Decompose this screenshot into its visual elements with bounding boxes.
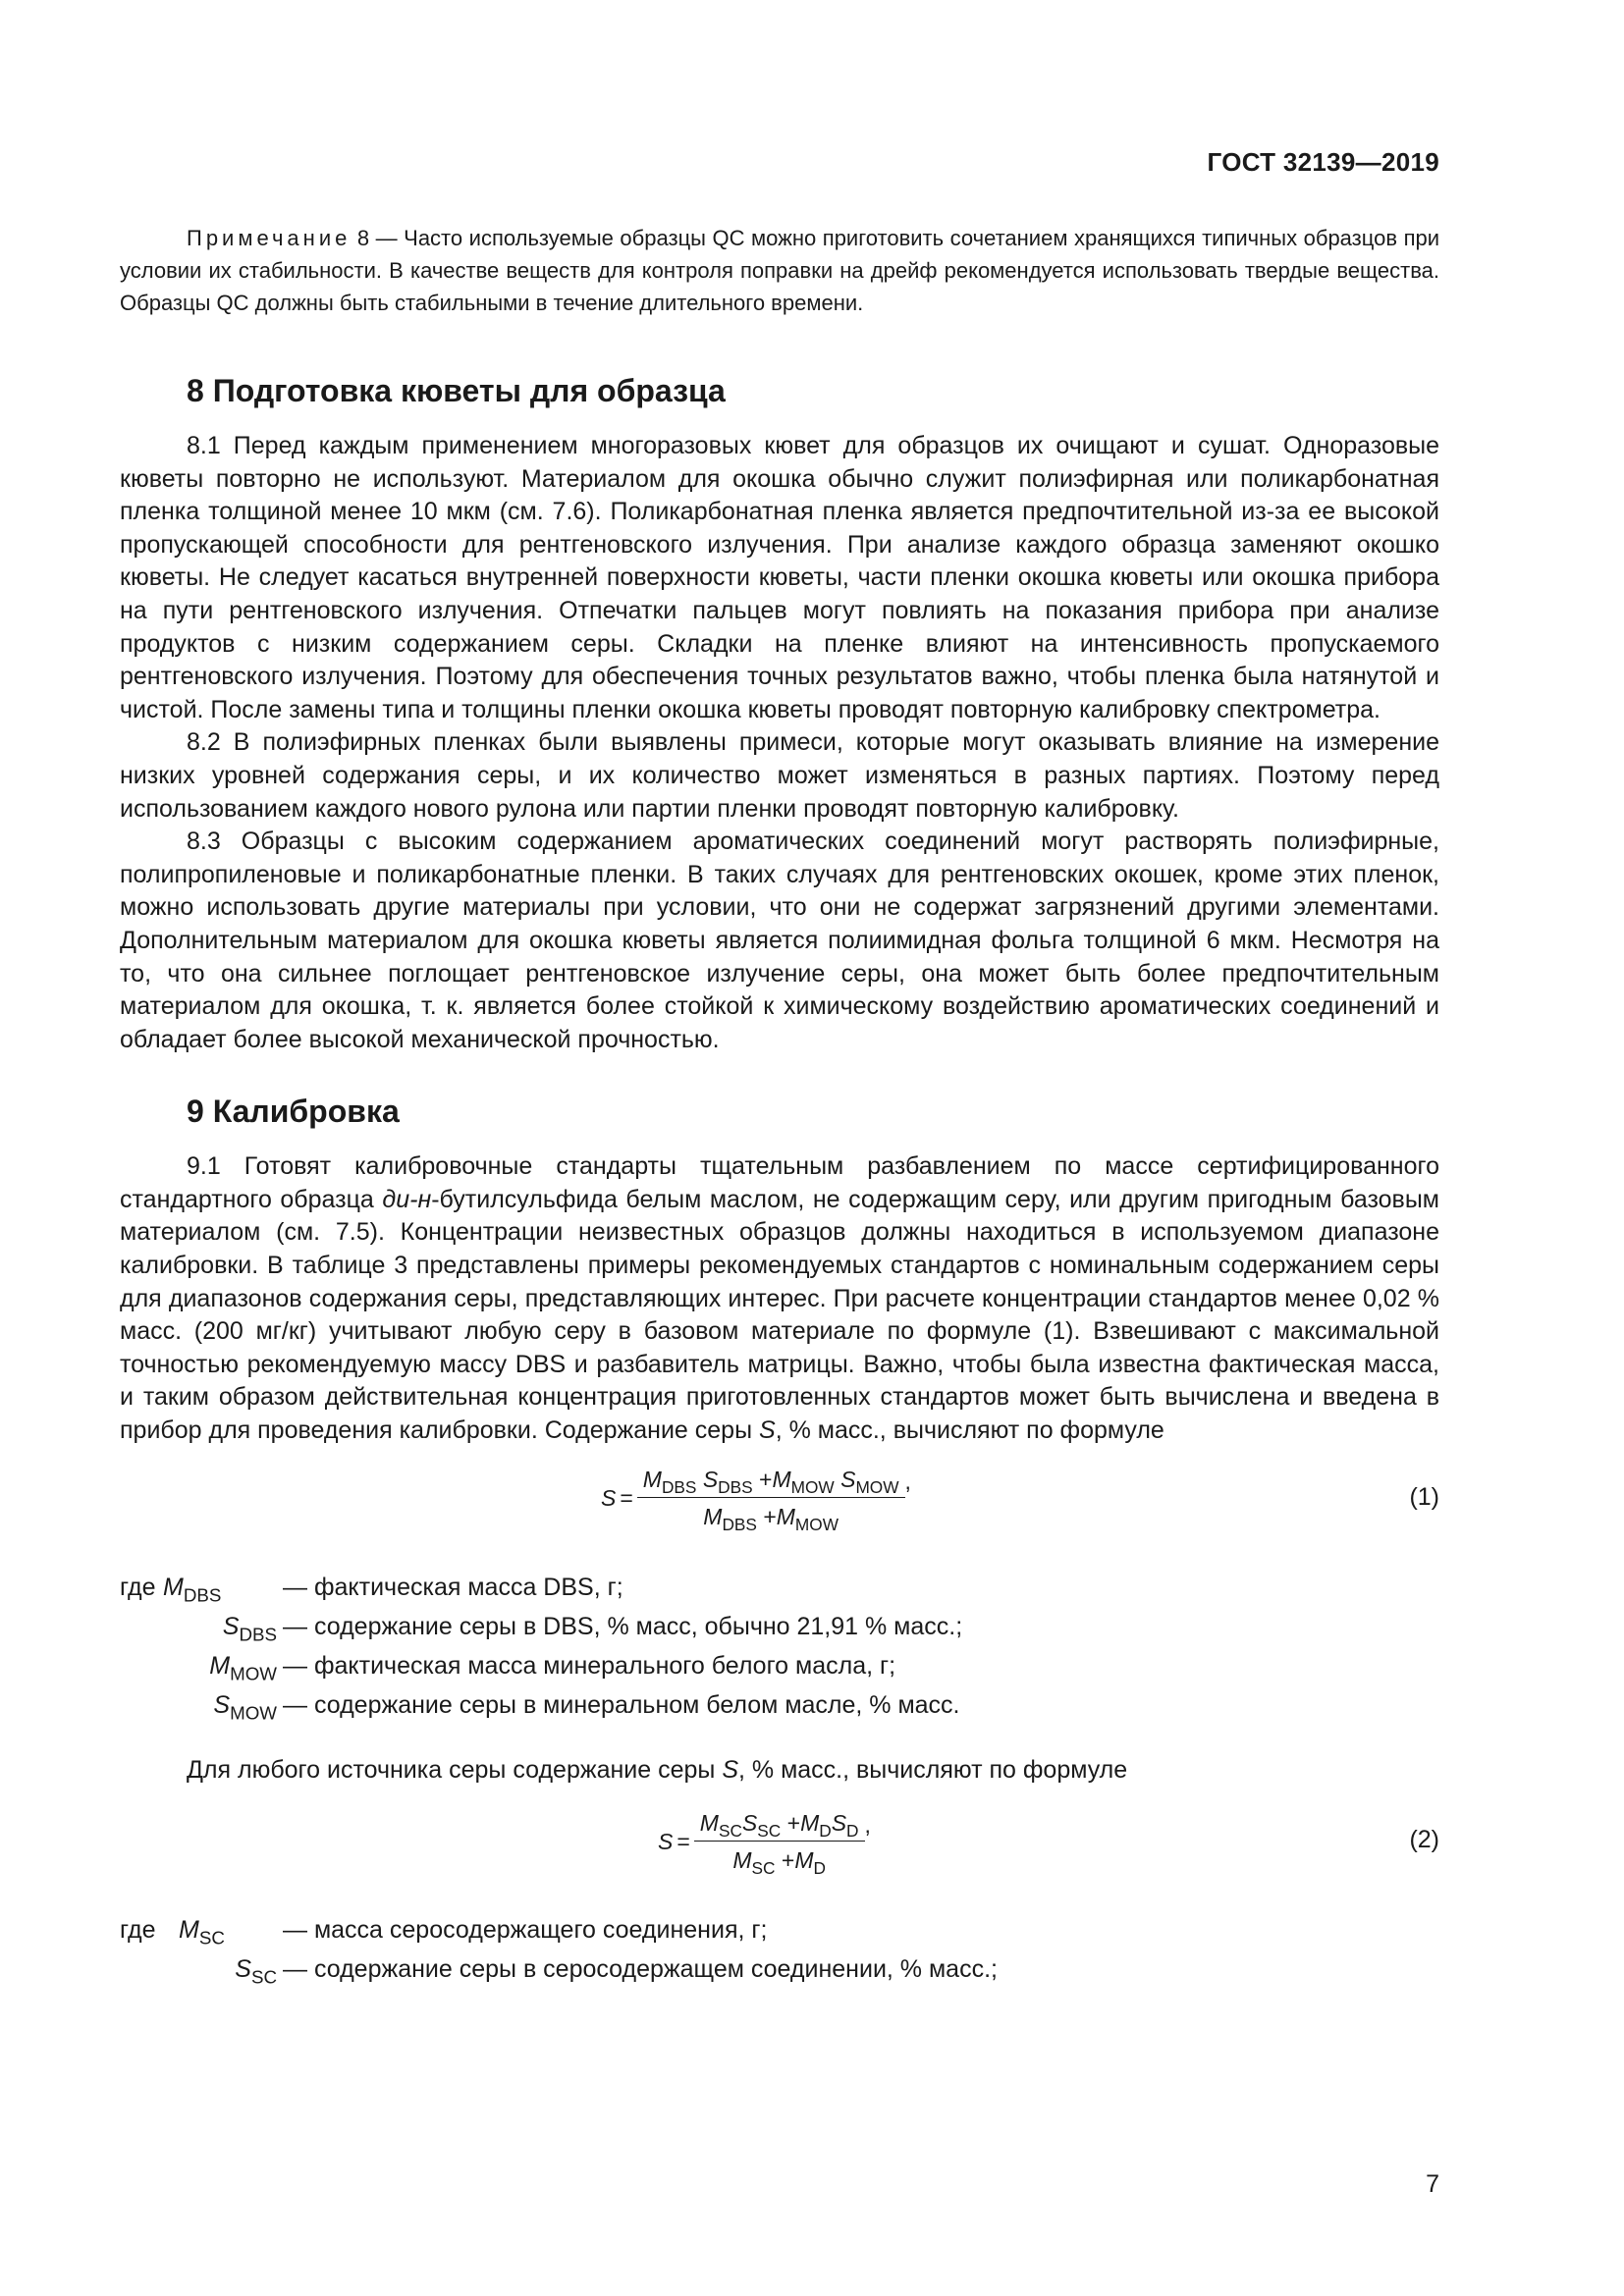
formula-2-expression (658, 1792, 871, 1891)
definition-row: где $M_{DBS}$ — фактическая масса DBS, г; (120, 1573, 623, 1606)
p91-text-c: , % масс., вычисляют по формуле (775, 1416, 1164, 1445)
formula-2 (120, 1792, 1439, 1891)
p91-symbol: S (759, 1416, 776, 1445)
p91-text-b: -бутилсульфида белым маслом, не содержащим серу, или другим пригодным базовым материалом (см. 7.5). Концентрации неизвестных образцов должны находиться в используемом диапазоне калибровки. В таблице 3 представлены примеры рекомендуемых стандартов с номинальным содержанием серы для диапазонов содержания серы, представляющих интерес. При расчете концентрации стандартов менее 0,02 % масс. (200 мг/кг) учитывают любую серу в базовом материале по формуле (1). Взвешивают с максимальной точностью рекомендуемую массу DBS и разбавитель матрицы. Важно, чтобы была известна фактическая масса, и таким образом действительная концентрация приготовленных стандартов может быть вычислена и введена в прибор для проведения калибровки. Содержание серы (120, 1185, 1439, 1445)
formula-1-expression (601, 1450, 911, 1548)
formula-1-definitions (120, 1568, 1439, 1725)
section-8-title: 8 Подготовка кюветы для образца (187, 373, 726, 408)
document-header: ГОСТ 32139—2019 (1207, 147, 1439, 177)
note-8 (120, 222, 1439, 319)
page-content (120, 222, 1439, 1989)
formula-2-equals: = (677, 1828, 690, 1854)
definition-row: $M_{MOW}$ — фактическая масса минерального белого масла, г; (209, 1651, 896, 1684)
formula-1-lhs: S (601, 1485, 617, 1512)
note-label: Примечание (187, 226, 352, 250)
formula-2-denominator: $M_{SC} +M_D$ (732, 1846, 826, 1878)
definition-row: где $M_{SC}$ — масса серосодержащего соединения, г; (120, 1916, 768, 1949)
formula-1-denominator: $M_{DBS} +M_{MOW}$ (703, 1504, 839, 1535)
paragraph-8-1: 8.1 Перед каждым применением многоразовых кювет для образцов их очищают и сушат. Одноразовые кюветы повторно не используют. Материалом для окошка обычно служит полиэфирная или поликарбонатная пленка толщиной менее 10 мкм (см. 7.6). Поликарбонатная пленка является предпочтительной из-за ее высокой пропускающей способности для рентгеновского излучения. При анализе каждого образца заменяют окошко кюветы. Не следует касаться внутренней поверхности кюветы, части пленки окошка кюветы или окошка прибора на пути рентгеновского излучения. Отпечатки пальцев могут повлиять на показания прибора при анализе продуктов с низким содержанием серы. Складки на пленке влияют на интенсивность пропускаемого рентгеновского излучения. Поэтому для обеспечения точных результатов важно, чтобы пленка была натянутой и чистой. После замены типа и толщины пленки окошка кюветы проводят повторную калибровку спектрометра. (120, 432, 1439, 723)
definition-row: $S_{MOW}$ — содержание серы в минеральном белом масле, % масс. (213, 1690, 960, 1724)
formula-1 (120, 1450, 1439, 1548)
formula-1-comma: , (904, 1468, 911, 1495)
p91-italic: ди-н (382, 1185, 432, 1213)
formula-2-comma: , (864, 1811, 871, 1838)
formula-2-numerator: $M_{SC}S_{SC} +M_DS_D$ (694, 1810, 865, 1842)
formula-1-numerator: $M_{DBS}$ $S_{DBS} +M_{MOW}$ $S_{MOW}$ (637, 1467, 905, 1498)
paragraph-9-1 (120, 1150, 1439, 1447)
note-text: 8 — Часто используемые образцы QC можно приготовить сочетанием хранящихся типичных образцов при условии их стабильности. В качестве веществ для контроля поправки на дрейф рекомендуется использовать твердые вещества. Образцы QC должны быть стабильными в течение длительного времени. (120, 226, 1439, 315)
formula-2-lhs: S (658, 1828, 674, 1854)
definition-row: $S_{SC}$ — содержание серы в серосодержащем соединении, % масс.; (235, 1955, 998, 1988)
formula-1-fraction (637, 1467, 905, 1535)
page-number: 7 (1426, 2170, 1439, 2198)
formula-1-equals: = (620, 1485, 633, 1512)
definition-row: $S_{DBS}$ — содержание серы в DBS, % масс, обычно 21,91 % масс.; (222, 1612, 963, 1645)
formula-2-number: (2) (1409, 1826, 1439, 1854)
section-9-title: 9 Калибровка (187, 1094, 400, 1130)
paragraph-8-3: 8.3 Образцы с высоким содержанием ароматических соединений могут растворять полиэфирные, полипропиленовые и поликарбонатные пленки. В таких случаях для рентгеновских окошек, кроме этих пленок, можно использовать другие материалы при условии, что они не содержат загрязнений другими элементами. Дополнительным материалом для окошка кюветы является полиимидная фольга толщиной 6 мкм. Несмотря на то, что она сильнее поглощает рентгеновское излучение серы, она может быть более предпочтительным материалом для окошка, т. к. является более стойкой к химическому воздействию ароматических соединений и обладает более высокой механической прочностью. (120, 828, 1439, 1053)
paragraph-8-2: 8.2 В полиэфирных пленках были выявлены примеси, которые могут оказывать влияние на измерение низких уровней содержания серы, и их количество может изменяться в разных партиях. Поэтому перед использованием каждого нового рулона или партии пленки проводят повторную калибровку. (120, 728, 1439, 823)
formula-2-definitions (120, 1910, 1439, 1989)
p91-text-a: 9.1 Готовят калибровочные стандарты тщательным разбавлением по массе сертифицированного стандартного образца (120, 1152, 1439, 1213)
formula-2-fraction (694, 1809, 865, 1878)
formula-1-number: (1) (1409, 1482, 1439, 1511)
paragraph-9-sulfur-source: Для любого источника серы содержание серы S, % масс., вычисляют по формуле (187, 1755, 1128, 1784)
